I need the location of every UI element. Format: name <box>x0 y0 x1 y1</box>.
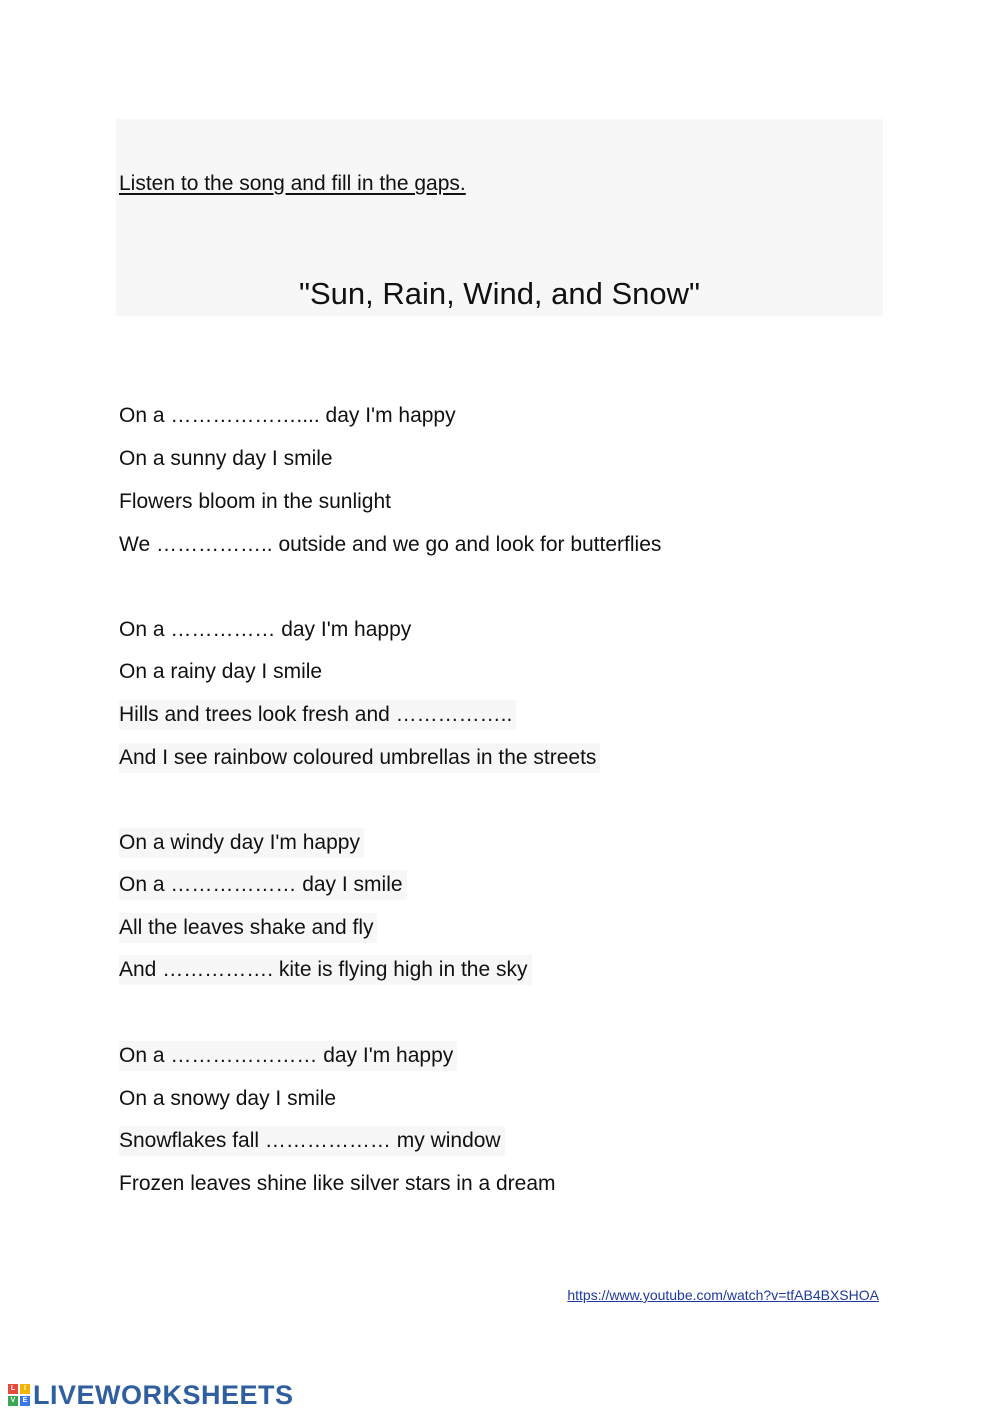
song-title: "Sun, Rain, Wind, and Snow" <box>298 276 701 311</box>
lyric-line: On a windy day I'm happy <box>119 828 364 858</box>
liveworksheets-logo-icon <box>8 1384 30 1406</box>
lyric-line: Frozen leaves shine like silver stars in a dream <box>119 1172 556 1195</box>
lyric-line: Hills and trees look fresh and …………….. <box>119 700 516 730</box>
logo-tile: I <box>20 1384 30 1394</box>
youtube-link[interactable]: https://www.youtube.com/watch?v=tfAB4BXSHOA <box>567 1287 879 1303</box>
lyric-line: We …………….. outside and we go and look for butterflies <box>119 533 662 556</box>
lyric-line: On a ……………….... day I'm happy <box>119 404 456 427</box>
lyric-line: Flowers bloom in the sunlight <box>119 490 391 513</box>
lyric-line: And ……………. kite is flying high in the sky <box>119 955 532 985</box>
lyric-line: On a …………… day I'm happy <box>119 618 412 641</box>
lyric-line: On a rainy day I smile <box>119 660 323 683</box>
lyric-line: All the leaves shake and fly <box>119 913 377 943</box>
logo-tile: V <box>8 1396 18 1406</box>
logo-tile: L <box>8 1384 18 1394</box>
lyric-line: On a ………………… day I'm happy <box>119 1041 457 1071</box>
logo-tile: E <box>20 1396 30 1406</box>
lyric-line: Snowflakes fall ……………… my window <box>119 1126 505 1156</box>
lyric-line: On a sunny day I smile <box>119 447 333 470</box>
lyric-line: And I see rainbow coloured umbrellas in the streets <box>119 743 600 773</box>
instruction-text: Listen to the song and fill in the gaps. <box>119 172 466 195</box>
brand-name: LIVEWORKSHEETS <box>33 1379 294 1410</box>
brand-footer[interactable] <box>8 1379 294 1410</box>
lyric-line: On a ……………… day I smile <box>119 870 407 900</box>
lyric-line: On a snowy day I smile <box>119 1087 337 1110</box>
